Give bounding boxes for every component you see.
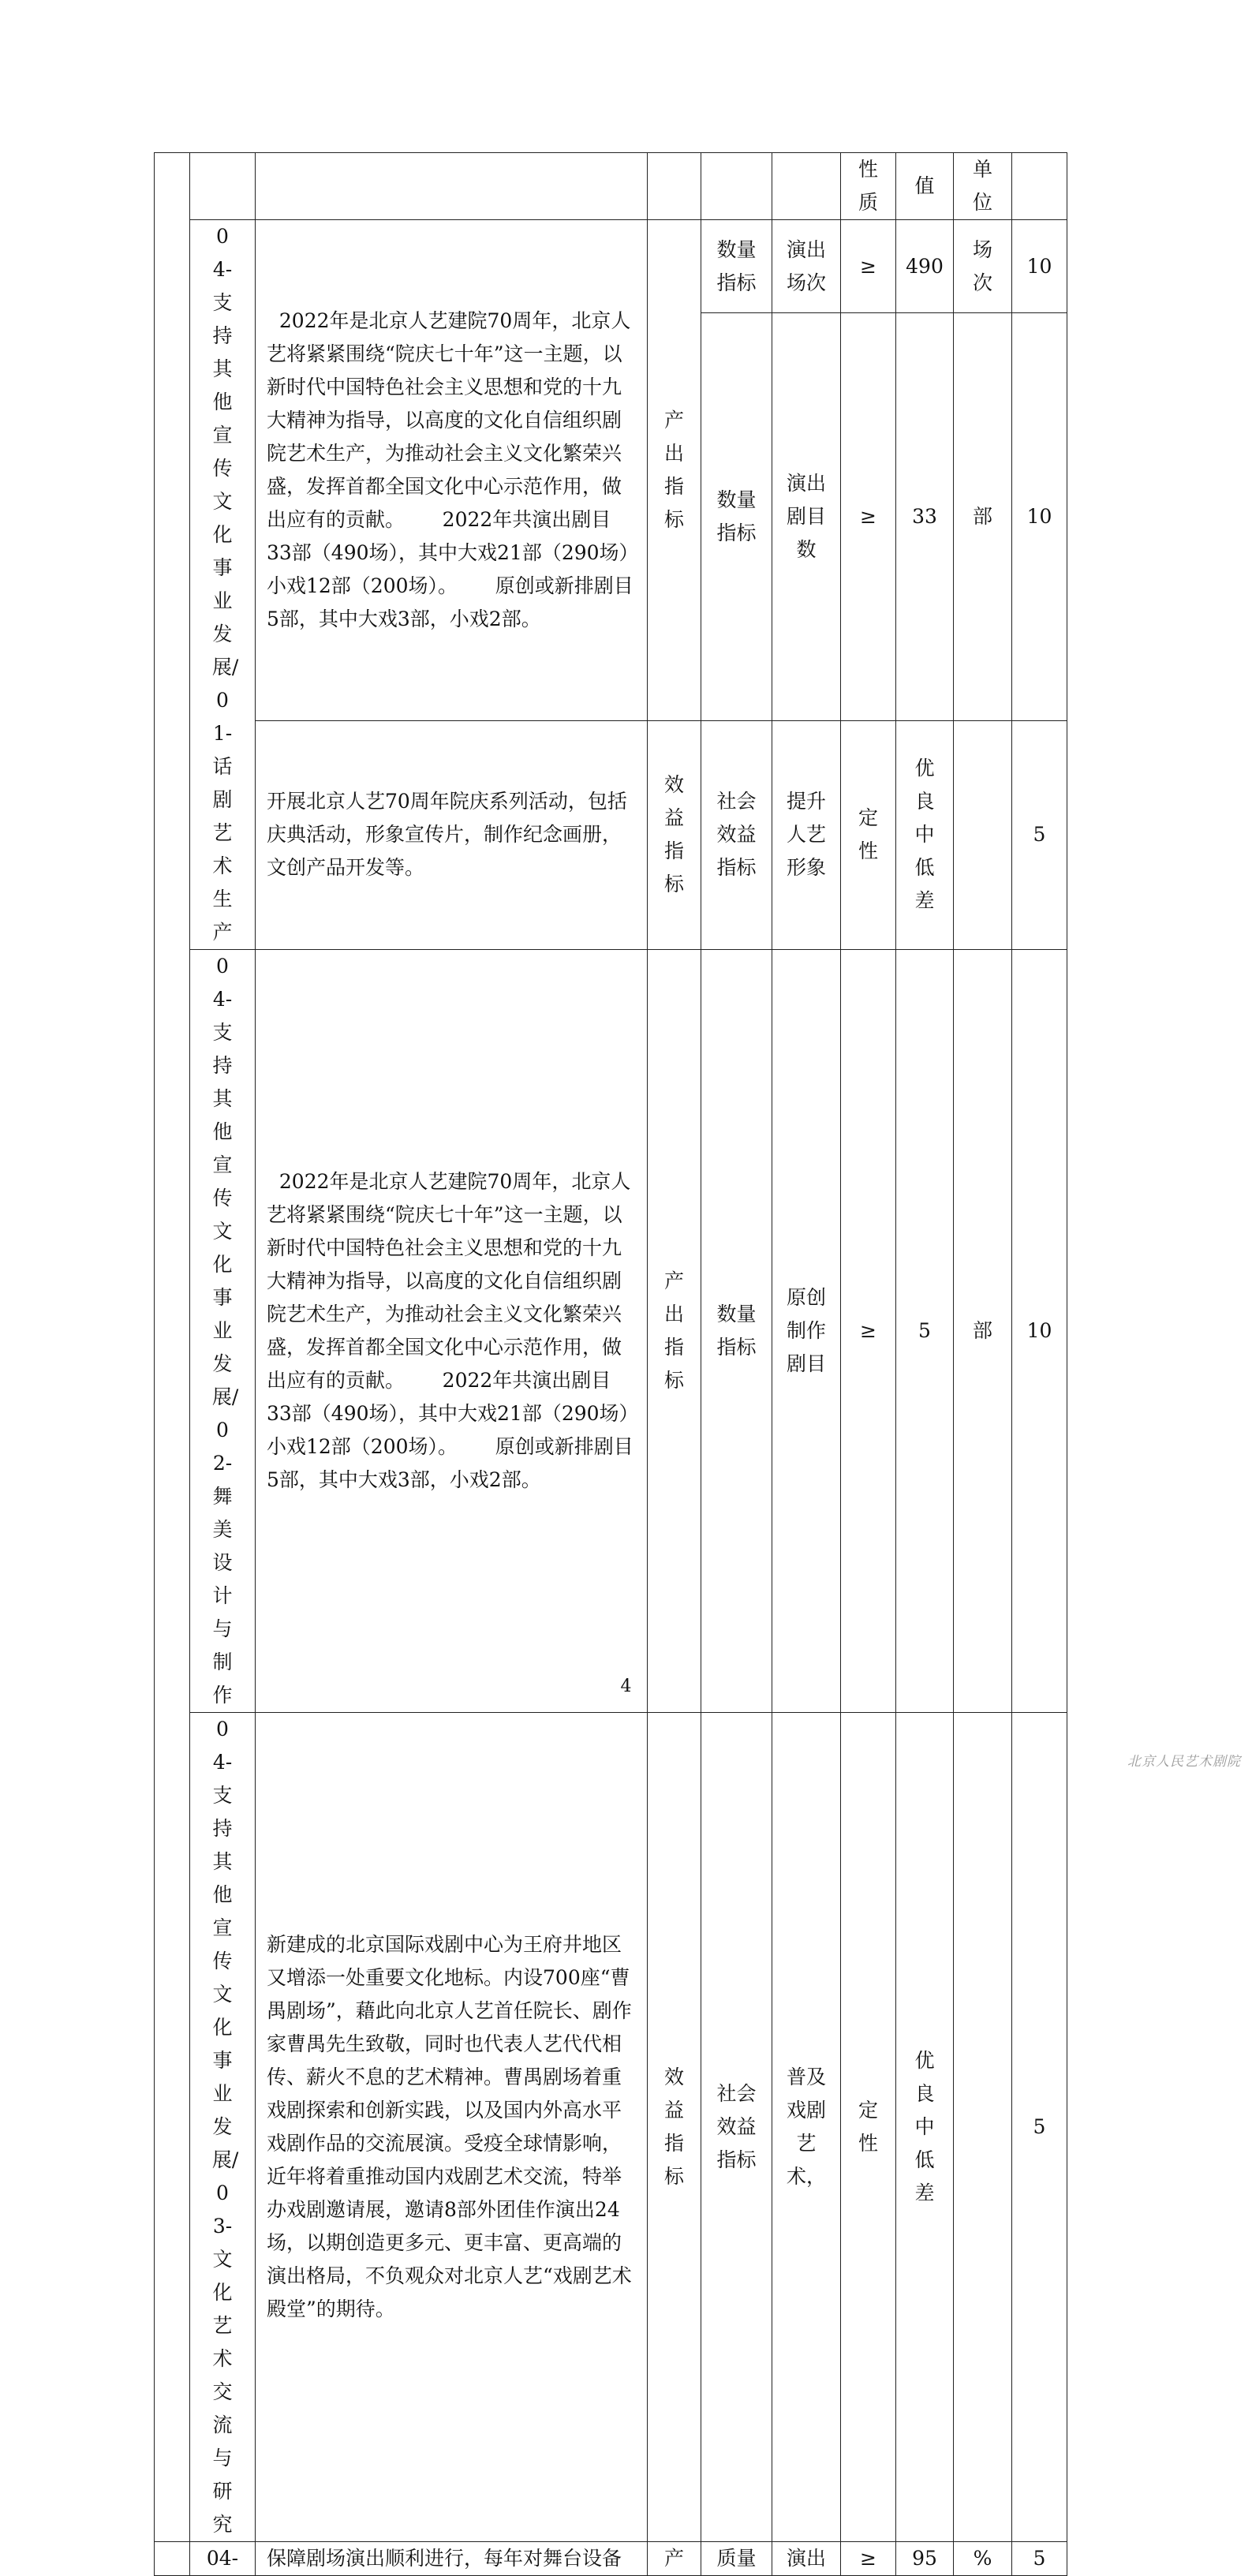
project-description: 2022年是北京人艺建院70周年，北京人艺将紧紧围绕“院庆七十年”这一主题，以新时代中国特色社会主义思想和党的十九大精神为指导，以高度的文化自信组织剧院艺术生产，为推动社会主义文化繁荣兴盛，发挥首都全国文化中心示范作用，做出应有的贡献。 2022年共演出剧目33部（490场），其中大戏21部（290场）小戏12部（200场）。 原创或新排剧目5部，其中大戏3部，小戏2部。 (256, 220, 648, 721)
indicator-category: 产出指标 (648, 950, 701, 1713)
blank-left-column (155, 2542, 190, 2576)
header-value: 值 (896, 153, 954, 220)
indicator-score: 5 (1012, 2542, 1067, 2576)
table-row (155, 2542, 1067, 2576)
indicator-score: 10 (1012, 313, 1067, 720)
project-description: 保障剧场演出顺利进行，每年对舞台设备 (256, 2542, 648, 2576)
table-row (155, 950, 1067, 1713)
indicator-value: 95 (896, 2542, 954, 2576)
table-header-row (155, 153, 1067, 220)
indicator-unit: % (954, 2542, 1012, 2576)
header-unit: 单位 (954, 153, 1012, 220)
table-row (155, 1713, 1067, 2542)
indicator-unit: 场次 (954, 220, 1012, 313)
indicator-category: 产出指标 (648, 220, 701, 721)
subproject-name: 04-支持其他宣传文化事业发展/02-舞美设计与制作 (190, 950, 256, 1713)
subproject-name: 04-支持其他宣传文化事业发展/01-话剧艺术生产 (190, 220, 256, 950)
indicator-type: 数量指标 (701, 313, 772, 720)
indicator-name: 提升人艺形象 (772, 720, 841, 949)
project-description: 2022年是北京人艺建院70周年，北京人艺将紧紧围绕“院庆七十年”这一主题，以新时代中国特色社会主义思想和党的十九大精神为指导，以高度的文化自信组织剧院艺术生产，为推动社会主义文化繁荣兴盛，发挥首都全国文化中心示范作用，做出应有的贡献。 2022年共演出剧目33部（490场），其中大戏21部（290场）小戏12部（200场）。 原创或新排剧目5部，其中大戏3部，小戏2部。 (256, 950, 648, 1713)
indicator-category: 产 (648, 2542, 701, 2576)
indicator-unit: 部 (954, 950, 1012, 1713)
table-row (155, 720, 1067, 949)
indicator-name: 演出场次 (772, 220, 841, 313)
project-description: 开展北京人艺70周年院庆系列活动，包括庆典活动，形象宣传片，制作纪念画册，文创产品开发等。 (256, 720, 648, 949)
indicator-score: 5 (1012, 1713, 1067, 2542)
indicator-category: 效益指标 (648, 720, 701, 949)
blank-left-column (155, 153, 190, 2542)
indicator-score: 5 (1012, 720, 1067, 949)
indicator-value: 优良中低差 (896, 1713, 954, 2542)
indicator-value: 优良中低差 (896, 720, 954, 949)
indicator-operator: ≥ (841, 950, 896, 1713)
indicator-name: 演出剧目数 (772, 313, 841, 720)
indicator-name: 原创制作剧目 (772, 950, 841, 1713)
indicator-operator: ≥ (841, 220, 896, 313)
indicator-unit (954, 720, 1012, 949)
indicator-score: 10 (1012, 220, 1067, 313)
indicator-name: 演出 (772, 2542, 841, 2576)
indicator-name: 普及戏剧艺术， (772, 1713, 841, 2542)
subproject-name: 04- (190, 2542, 256, 2576)
indicator-value: 33 (896, 313, 954, 720)
indicator-unit (954, 1713, 1012, 2542)
indicator-value: 490 (896, 220, 954, 313)
indicator-type: 数量指标 (701, 220, 772, 313)
indicator-operator: 定性 (841, 1713, 896, 2542)
indicator-operator: ≥ (841, 2542, 896, 2576)
indicator-type: 质量 (701, 2542, 772, 2576)
indicator-operator: ≥ (841, 313, 896, 720)
subproject-name: 04-支持其他宣传文化事业发展/03-文化艺术交流与研究 (190, 1713, 256, 2542)
project-description: 新建成的北京国际戏剧中心为王府井地区又增添一处重要文化地标。内设700座“曹禺剧场”，藉此向北京人艺首任院长、剧作家曹禺先生致敬，同时也代表人艺代代相传、薪火不息的艺术精神。曹禺剧场着重戏剧探索和创新实践，以及国内外高水平戏剧作品的交流展演。受疫全球情影响，近年将着重推动国内戏剧艺术交流，特举办戏剧邀请展，邀请8部外团佳作演出24场，以期创造更多元、更丰富、更高端的演出格局，不负观众对北京人艺“戏剧艺术殿堂”的期待。 (256, 1713, 648, 2542)
indicator-type: 数量指标 (701, 950, 772, 1713)
indicator-unit: 部 (954, 313, 1012, 720)
watermark: 北京人民艺术剧院 (1127, 1754, 1241, 1770)
indicator-score: 10 (1012, 950, 1067, 1713)
indicator-type: 社会效益指标 (701, 720, 772, 949)
indicator-value: 5 (896, 950, 954, 1713)
indicator-category: 效益指标 (648, 1713, 701, 2542)
indicator-type: 社会效益指标 (701, 1713, 772, 2542)
table-row (155, 220, 1067, 313)
page-number: 4 (620, 1677, 632, 1696)
performance-indicator-table (154, 152, 1067, 2576)
indicator-operator: 定性 (841, 720, 896, 949)
header-nature: 性质 (841, 153, 896, 220)
